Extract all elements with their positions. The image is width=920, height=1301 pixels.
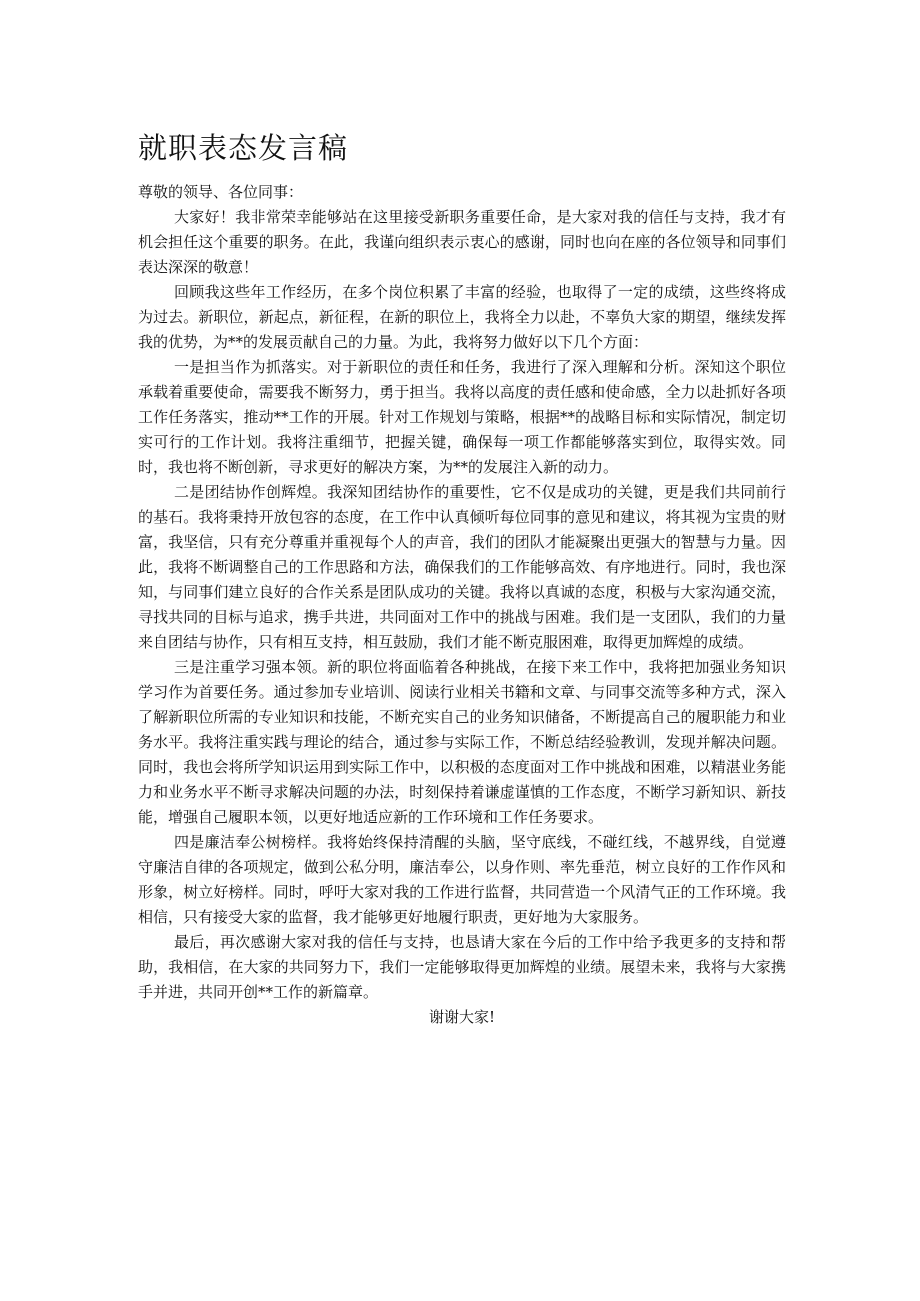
paragraph-conclusion: 最后，再次感谢大家对我的信任与支持，也恳请大家在今后的工作中给予我更多的支持和帮助，我相信，在大家的共同努力下，我们一定能够取得更加辉煌的业绩。展望未来，我将与大家携手并进，共同开创**工作的新篇章。 [138, 933, 786, 1001]
paragraph-review: 回顾我这些年工作经历，在多个岗位积累了丰富的经验，也取得了一定的成绩，这些终将成为过去。新职位，新起点，新征程，在新的职位上，我将全力以赴，不辜负大家的期望，继续发挥我的优势，为**的发展贡献自己的力量。为此，我将努力做好以下几个方面： [138, 283, 786, 351]
paragraph-point-three: 三是注重学习强本领。新的职位将面临着各种挑战，在接下来工作中，我将把加强业务知识学习作为首要任务。通过参加专业培训、阅读行业相关书籍和文章、与同事交流等多种方式，深入了解新职位所需的专业知识和技能，不断充实自己的业务知识储备，不断提高自己的履职能力和业务水平。我将注重实践与理论的结合，通过参与实际工作，不断总结经验教训，发现并解决问题。同时，我也会将所学知识运用到实际工作中，以积极的态度面对工作中挑战和困难，以精湛业务能力和业务水平不断寻求解决问题的办法，时刻保持着谦虚谨慎的工作态度，不断学习新知识、新技能，增强自己履职本领，以更好地适应新的工作环境和工作任务要求。 [138, 658, 786, 826]
document-title: 就职表态发言稿 [138, 131, 349, 165]
salutation: 尊敬的领导、各位同事： [138, 183, 304, 201]
paragraph-point-one: 一是担当作为抓落实。对于新职位的责任和任务，我进行了深入理解和分析。深知这个职位承载着重要使命，需要我不断努力，勇于担当。我将以高度的责任感和使命感，全力以赴抓好各项工作任务落实，推动**工作的开展。针对工作规划与策略，根据**的战略目标和实际情况，制定切实可行的工作计划。我将注重细节，把握关键，确保每一项工作都能够落实到位，取得实效。同时，我也将不断创新，寻求更好的解决方案，为**的发展注入新的动力。 [138, 358, 786, 476]
paragraph-point-two: 二是团结协作创辉煌。我深知团结协作的重要性，它不仅是成功的关键，更是我们共同前行的基石。我将秉持开放包容的态度，在工作中认真倾听每位同事的意见和建议，将其视为宝贵的财富，我坚信，只有充分尊重并重视每个人的声音，我们的团队才能凝聚出更强大的智慧与力量。因此，我将不断调整自己的工作思路和方法，确保我们的工作能够高效、有序地进行。同时，我也深知，与同事们建立良好的合作关系是团队成功的关键。我将以真诚的态度，积极与大家沟通交流，寻找共同的目标与追求，携手共进，共同面对工作中的挑战与困难。我们是一支团队，我们的力量来自团结与协作，只有相互支持，相互鼓励，我们才能不断克服困难，取得更加辉煌的成绩。 [138, 483, 786, 651]
document-page [138, 128, 786, 1030]
paragraph-point-four: 四是廉洁奉公树榜样。我将始终保持清醒的头脑，坚守底线，不碰红线，不越界线，自觉遵守廉洁自律的各项规定，做到公私分明，廉洁奉公，以身作则、率先垂范，树立良好的工作作风和形象，树立好榜样。同时，呼吁大家对我的工作进行监督，共同营造一个风清气正的工作环境。我相信，只有接受大家的监督，我才能够更好地履行职责，更好地为大家服务。 [138, 833, 786, 926]
paragraph-greeting: 大家好！我非常荣幸能够站在这里接受新职务重要任命，是大家对我的信任与支持，我才有机会担任这个重要的职务。在此，我谨向组织表示衷心的感谢，同时也向在座的各位领导和同事们表达深深的敬意！ [138, 208, 786, 276]
closing-thanks: 谢谢大家! [428, 1008, 496, 1026]
